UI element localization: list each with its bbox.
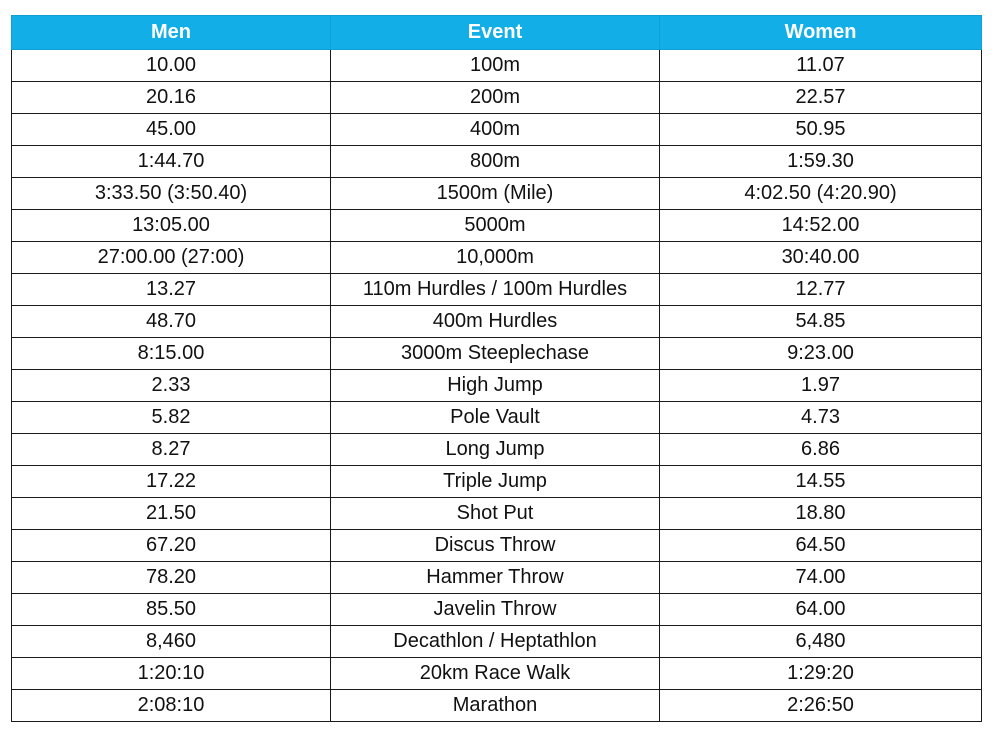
cell-men: 8:15.00 xyxy=(12,338,331,370)
cell-event: High Jump xyxy=(331,370,660,402)
standards-table xyxy=(11,15,982,722)
column-header-women: Women xyxy=(660,16,982,50)
table-row xyxy=(12,626,982,658)
cell-event: Pole Vault xyxy=(331,402,660,434)
table-row xyxy=(12,466,982,498)
cell-event: 3000m Steeplechase xyxy=(331,338,660,370)
cell-event: 20km Race Walk xyxy=(331,658,660,690)
cell-event: 800m xyxy=(331,146,660,178)
cell-women: 74.00 xyxy=(660,562,982,594)
cell-women: 54.85 xyxy=(660,306,982,338)
table-row xyxy=(12,274,982,306)
cell-event: 400m Hurdles xyxy=(331,306,660,338)
cell-event: 110m Hurdles / 100m Hurdles xyxy=(331,274,660,306)
cell-women: 30:40.00 xyxy=(660,242,982,274)
table-row xyxy=(12,242,982,274)
cell-men: 1:20:10 xyxy=(12,658,331,690)
table-row xyxy=(12,658,982,690)
cell-event: 10,000m xyxy=(331,242,660,274)
table-header xyxy=(12,16,982,50)
table-row xyxy=(12,146,982,178)
cell-men: 20.16 xyxy=(12,82,331,114)
cell-women: 12.77 xyxy=(660,274,982,306)
cell-men: 45.00 xyxy=(12,114,331,146)
cell-men: 8.27 xyxy=(12,434,331,466)
column-header-men: Men xyxy=(12,16,331,50)
cell-event: Decathlon / Heptathlon xyxy=(331,626,660,658)
cell-men: 78.20 xyxy=(12,562,331,594)
table-row xyxy=(12,178,982,210)
cell-women: 64.50 xyxy=(660,530,982,562)
cell-event: 400m xyxy=(331,114,660,146)
cell-women: 1:59.30 xyxy=(660,146,982,178)
cell-men: 13.27 xyxy=(12,274,331,306)
cell-men: 21.50 xyxy=(12,498,331,530)
cell-women: 6.86 xyxy=(660,434,982,466)
cell-men: 10.00 xyxy=(12,50,331,82)
cell-event: 100m xyxy=(331,50,660,82)
table-row xyxy=(12,82,982,114)
cell-women: 14.55 xyxy=(660,466,982,498)
table-row xyxy=(12,594,982,626)
cell-women: 4.73 xyxy=(660,402,982,434)
table-row xyxy=(12,530,982,562)
table-row xyxy=(12,210,982,242)
cell-women: 22.57 xyxy=(660,82,982,114)
header-row xyxy=(12,16,982,50)
cell-event: Hammer Throw xyxy=(331,562,660,594)
table-row xyxy=(12,498,982,530)
cell-women: 1.97 xyxy=(660,370,982,402)
cell-women: 50.95 xyxy=(660,114,982,146)
table-row xyxy=(12,50,982,82)
cell-men: 5.82 xyxy=(12,402,331,434)
cell-event: 5000m xyxy=(331,210,660,242)
cell-event: 1500m (Mile) xyxy=(331,178,660,210)
cell-men: 1:44.70 xyxy=(12,146,331,178)
cell-men: 3:33.50 (3:50.40) xyxy=(12,178,331,210)
cell-men: 17.22 xyxy=(12,466,331,498)
table-row xyxy=(12,402,982,434)
cell-event: Shot Put xyxy=(331,498,660,530)
cell-event: Javelin Throw xyxy=(331,594,660,626)
cell-women: 6,480 xyxy=(660,626,982,658)
table-row xyxy=(12,306,982,338)
cell-event: Marathon xyxy=(331,690,660,722)
table-body xyxy=(12,50,982,722)
cell-women: 11.07 xyxy=(660,50,982,82)
cell-women: 64.00 xyxy=(660,594,982,626)
cell-event: Discus Throw xyxy=(331,530,660,562)
cell-women: 18.80 xyxy=(660,498,982,530)
table-row xyxy=(12,690,982,722)
cell-men: 27:00.00 (27:00) xyxy=(12,242,331,274)
cell-men: 67.20 xyxy=(12,530,331,562)
cell-women: 1:29:20 xyxy=(660,658,982,690)
cell-event: 200m xyxy=(331,82,660,114)
cell-event: Long Jump xyxy=(331,434,660,466)
table-row xyxy=(12,434,982,466)
cell-men: 85.50 xyxy=(12,594,331,626)
cell-men: 48.70 xyxy=(12,306,331,338)
cell-women: 4:02.50 (4:20.90) xyxy=(660,178,982,210)
cell-event: Triple Jump xyxy=(331,466,660,498)
cell-men: 8,460 xyxy=(12,626,331,658)
table-row xyxy=(12,114,982,146)
cell-men: 2:08:10 xyxy=(12,690,331,722)
cell-men: 13:05.00 xyxy=(12,210,331,242)
table-row xyxy=(12,562,982,594)
table-row xyxy=(12,338,982,370)
cell-women: 2:26:50 xyxy=(660,690,982,722)
cell-women: 9:23.00 xyxy=(660,338,982,370)
table-row xyxy=(12,370,982,402)
column-header-event: Event xyxy=(331,16,660,50)
standards-table-container xyxy=(11,15,981,722)
cell-men: 2.33 xyxy=(12,370,331,402)
cell-women: 14:52.00 xyxy=(660,210,982,242)
